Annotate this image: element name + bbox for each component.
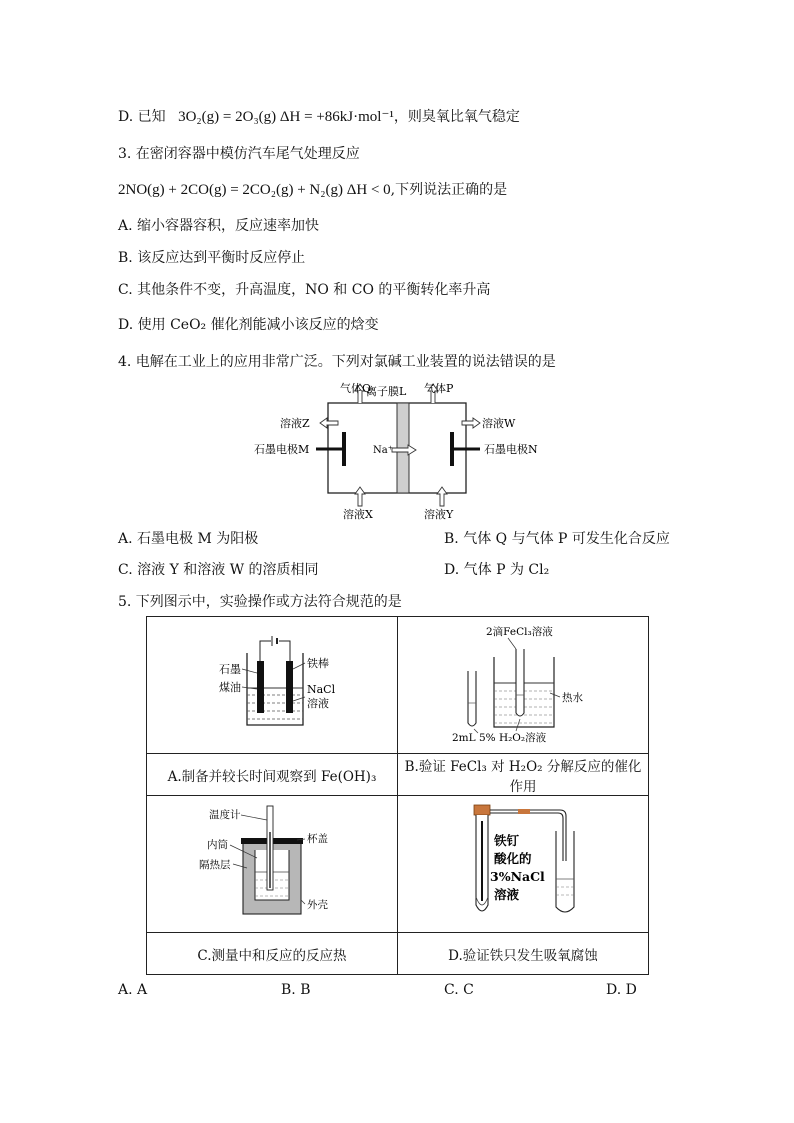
q4-option-c: C. 溶液 Y 和溶液 W 的溶质相同 (118, 562, 319, 578)
solution-x-arrow (355, 487, 365, 506)
q3-option-a: A. 缩小容器容积，反应速率加快 (118, 218, 320, 234)
caption-a: A.制备并较长时间观察到 Fe(OH)₃ (147, 754, 398, 796)
q3-equation: 2NO(g) + 2CO(g) = 2CO₂(g) + N₂(g) ΔH < 0 (118, 182, 391, 198)
label-fecl3-drops: 2滴FeCl₃溶液 (486, 626, 553, 638)
electrode-n (450, 432, 454, 466)
label-na-ion: Na⁺ (373, 445, 393, 456)
label-iron-rod: 铁棒 (307, 657, 329, 670)
electrolysis-cell-diagram (240, 378, 560, 524)
diagram-b (438, 623, 608, 743)
label-inner-cup: 内筒 (207, 839, 228, 851)
label-graphite: 石墨 (219, 663, 241, 676)
solution-w-arrow (462, 418, 480, 428)
solution-y-arrow (437, 487, 447, 506)
q3-stem: 3. 在密闭容器中模仿汽车尾气处理反应 (118, 146, 360, 162)
q3-option-b: B. 该反应达到平衡时反应停止 (118, 250, 306, 266)
label-nacl-solution: 溶液 (307, 697, 329, 710)
experiment-table (146, 616, 649, 975)
label-thermometer: 温度计 (209, 809, 241, 821)
q3-option-d: D. 使用 CeO₂ 催化剂能减小该反应的焓变 (118, 317, 379, 333)
label-gas-p: 气体P (424, 382, 454, 395)
caption-b: B.验证 FeCl₃ 对 H₂O₂ 分解反应的催化作用 (398, 754, 649, 796)
label-gas-q: 气体Q (340, 382, 372, 395)
label-lid: 杯盖 (307, 833, 328, 845)
label-shell: 外壳 (307, 899, 328, 911)
solution-z-arrow (320, 418, 338, 428)
label-iron-nail: 铁钉 (494, 833, 520, 848)
q4-option-b: B. 气体 Q 与气体 P 可发生化合反应 (444, 531, 670, 547)
caption-d: D.验证铁只发生吸氧腐蚀 (398, 933, 649, 975)
label-h2o2: 2mL 5% H₂O₂溶液 (452, 732, 547, 743)
q3-option-c: C. 其他条件不变，升高温度，NO 和 CO 的平衡转化率升高 (118, 282, 491, 298)
label-solution-w: 溶液W (482, 417, 516, 430)
label-insulation: 隔热层 (199, 859, 231, 871)
q5-answer-d: D. D (606, 982, 637, 998)
cell-diagram-a (147, 617, 398, 754)
label-d-solution: 溶液 (494, 887, 520, 902)
label-nacl: NaCl (307, 683, 336, 696)
q2-option-d-equation: 3O₂(g) = 2O₃(g) ΔH = +86kJ·mol⁻¹ (178, 109, 394, 125)
q5-answer-a: A. A (118, 982, 148, 998)
label-solution-z: 溶液Z (280, 417, 310, 430)
label-nacl-3pct: 3%NaCl (490, 869, 545, 884)
q2-option-d-label: D. 已知 (118, 109, 166, 125)
q4-stem: 4. 电解在工业上的应用非常广泛。下列对氯碱工业装置的说法错误的是 (118, 354, 556, 370)
cell-diagram-c (147, 796, 398, 933)
q4-option-a: A. 石墨电极 M 为阳极 (118, 531, 259, 547)
q2-option-d (118, 107, 520, 127)
label-acidified: 酸化的 (494, 851, 532, 866)
q5-stem: 5. 下列图示中，实验操作或方法符合规范的是 (118, 594, 402, 610)
q5-answer-c: C. C (444, 982, 474, 998)
label-solution-y: 溶液Y (424, 508, 454, 521)
q5-answer-b: B. B (281, 982, 311, 998)
q3-equation-line (118, 180, 507, 200)
cell-diagram-d (398, 796, 649, 933)
label-membrane: 离子膜L (366, 385, 407, 398)
label-hot-water: 热水 (562, 692, 583, 704)
diagram-c (197, 802, 347, 922)
caption-c: C.测量中和反应的反应热 (147, 933, 398, 975)
q3-stem-tail: ,下列说法正确的是 (390, 182, 508, 198)
q2-option-d-tail: ，则臭氧比氧气稳定 (393, 109, 520, 125)
diagram-a (197, 633, 347, 733)
label-solution-x: 溶液X (343, 508, 373, 521)
diagram-d (438, 801, 608, 923)
cell-diagram-b (398, 617, 649, 754)
label-kerosene: 煤油 (219, 681, 241, 694)
label-electrode-n: 石墨电极N (484, 443, 538, 456)
electrode-m (342, 432, 346, 466)
q4-option-d: D. 气体 P 为 Cl₂ (444, 562, 550, 578)
label-electrode-m: 石墨电极M (254, 443, 310, 456)
